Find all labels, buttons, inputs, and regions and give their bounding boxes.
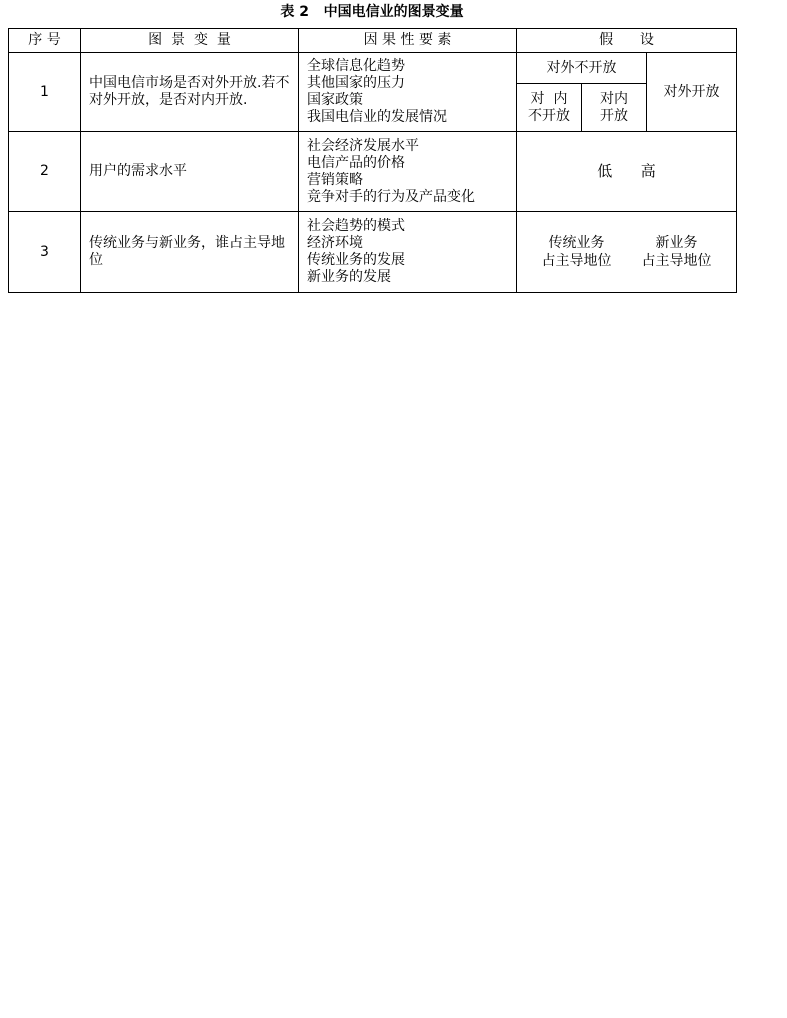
table-row	[9, 132, 737, 212]
assumption-not-open-external: 对外不开放	[517, 53, 647, 84]
table-row	[9, 53, 737, 84]
assumption-new	[642, 234, 712, 270]
variable-cell: 中国电信市场是否对外开放.若不对外开放，是否对内开放.	[81, 53, 299, 132]
header-row	[9, 29, 737, 53]
row-number: 2	[9, 132, 81, 212]
factor-item: 社会趋势的模式	[307, 218, 405, 234]
row-number: 1	[9, 53, 81, 132]
assumption-line: 对内	[600, 90, 628, 107]
row-number: 3	[9, 212, 81, 293]
factor-item: 营销策略	[307, 171, 363, 188]
factors-cell	[299, 212, 517, 293]
factor-item: 竞争对手的行为及产品变化	[307, 188, 475, 205]
factor-item: 电信产品的价格	[307, 154, 405, 171]
header-variable: 图 景 变 量	[81, 29, 299, 53]
assumption-open-internal	[582, 84, 647, 132]
assumption-line: 传统业务	[548, 235, 605, 251]
factor-item: 社会经济发展水平	[307, 137, 419, 154]
assumption-dominance	[517, 212, 737, 293]
factor-item: 我国电信业的发展情况	[307, 109, 447, 125]
assumption-low-high: 低 高	[517, 132, 737, 212]
table-row	[9, 212, 737, 293]
header-no: 序 号	[9, 29, 81, 53]
factor-item: 经济环境	[307, 235, 363, 251]
header-assumption: 假 设	[517, 29, 737, 53]
assumption-line: 不开放	[528, 107, 570, 124]
factor-item: 其他国家的压力	[307, 75, 405, 91]
assumption-line: 新业务	[655, 235, 698, 251]
factor-item: 新业务的发展	[307, 269, 391, 285]
factors-cell	[299, 132, 517, 212]
assumption-line: 对 内	[530, 90, 568, 107]
factors-cell	[299, 53, 517, 132]
assumption-line: 占主导地位	[641, 253, 712, 269]
scenario-variables-table	[8, 28, 737, 293]
assumption-open-external: 对外开放	[647, 53, 737, 132]
factor-item: 国家政策	[307, 92, 363, 108]
header-factors: 因 果 性 要 素	[299, 29, 517, 53]
assumption-line: 占主导地位	[541, 253, 612, 269]
assumption-line: 开放	[600, 107, 628, 124]
assumption-options	[517, 234, 736, 270]
factor-item: 全球信息化趋势	[307, 58, 405, 74]
assumption-not-open-internal	[517, 84, 582, 132]
variable-cell: 传统业务与新业务，谁占主导地位	[81, 212, 299, 293]
assumption-traditional	[542, 234, 612, 270]
table-caption: 表 2 中国电信业的图景变量	[280, 4, 464, 20]
variable-cell: 用户的需求水平	[81, 132, 299, 212]
factor-item: 传统业务的发展	[307, 252, 405, 268]
